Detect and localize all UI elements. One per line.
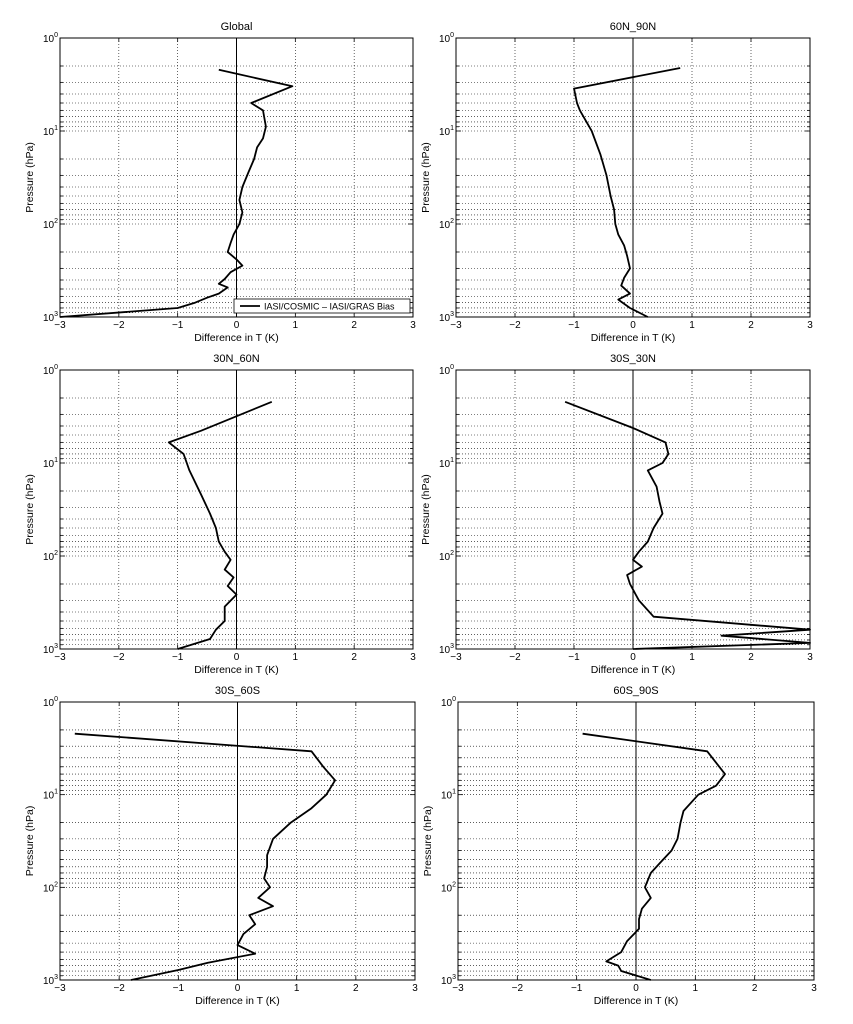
y-axis-label: Pressure (hPa)	[422, 805, 434, 877]
y-tick-label: $10^2$	[42, 218, 58, 231]
y-tick-label: $10^2$	[438, 550, 454, 563]
x-tick-label: −2	[113, 320, 125, 331]
x-tick-label: 3	[412, 983, 418, 994]
y-axis-label: Pressure (hPa)	[420, 474, 432, 545]
y-tick-label: $10^0$	[42, 32, 58, 45]
x-tick-label: 3	[410, 320, 416, 331]
x-tick-label: 0	[633, 983, 639, 994]
chart-panel-5	[24, 685, 418, 1007]
y-tick-label: $10^3$	[42, 311, 58, 324]
panel-title: 60S_90S	[613, 685, 659, 697]
x-tick-label: 2	[351, 320, 357, 331]
panel-title: 30N_60N	[213, 353, 260, 365]
panel-title: 60N_90N	[609, 21, 657, 33]
legend-entry: IASI/COSMIC – IASI/GRAS Bias	[264, 301, 395, 312]
chart-panel-4	[420, 353, 813, 676]
x-tick-label: 1	[689, 652, 695, 663]
y-tick-label: $10^1$	[42, 125, 58, 138]
y-tick-label: $10^0$	[440, 696, 456, 709]
x-tick-label: 2	[351, 652, 357, 663]
y-tick-label: $10^3$	[42, 643, 58, 656]
y-tick-label: $10^0$	[438, 364, 454, 377]
y-axis-label: Pressure (hPa)	[420, 142, 432, 213]
x-tick-label: −2	[113, 983, 125, 994]
x-tick-label: −1	[172, 983, 185, 994]
chart-panel-1	[24, 21, 416, 344]
x-tick-label: 2	[748, 652, 754, 663]
y-tick-label: $10^3$	[440, 974, 456, 987]
x-tick-label: −3	[452, 983, 464, 994]
panel-title: 30S_30N	[610, 353, 656, 365]
x-tick-label: 0	[630, 320, 636, 331]
y-tick-label: $10^3$	[438, 643, 454, 656]
x-tick-label: −2	[509, 320, 521, 331]
x-tick-label: 1	[692, 983, 699, 994]
x-axis-label: Difference in T (K)	[590, 332, 676, 344]
y-tick-label: $10^1$	[438, 125, 454, 138]
x-tick-label: −1	[570, 983, 583, 994]
panel-title: 30S_60S	[214, 685, 261, 697]
x-tick-label: 2	[748, 320, 754, 331]
y-tick-label: $10^1$	[42, 788, 58, 802]
y-tick-label: $10^2$	[440, 881, 456, 895]
x-tick-label: 1	[292, 320, 299, 331]
x-tick-label: 2	[353, 983, 359, 994]
x-tick-label: −1	[568, 652, 580, 663]
x-tick-label: 3	[811, 983, 817, 994]
chart-panel-3	[24, 353, 416, 676]
x-tick-label: 2	[751, 983, 758, 994]
x-axis-label: Difference in T (K)	[590, 664, 676, 676]
x-tick-label: 3	[807, 652, 813, 663]
x-tick-label: −1	[568, 320, 580, 331]
x-tick-label: −1	[171, 652, 184, 663]
legend	[234, 299, 410, 313]
y-tick-label: $10^2$	[42, 550, 58, 563]
y-tick-label: $10^0$	[42, 696, 58, 709]
panel-title: Global	[220, 21, 253, 33]
x-tick-label: 1	[293, 983, 300, 994]
x-tick-label: −3	[450, 320, 462, 331]
x-tick-label: 3	[410, 652, 416, 663]
x-tick-label: 0	[233, 320, 240, 331]
x-tick-label: −2	[511, 983, 524, 994]
y-tick-label: $10^3$	[438, 311, 454, 324]
x-tick-label: −3	[54, 983, 66, 994]
x-axis-label: Difference in T (K)	[194, 664, 279, 676]
x-axis-label: Difference in T (K)	[195, 995, 280, 1007]
y-tick-label: $10^1$	[438, 457, 454, 470]
y-tick-label: $10^2$	[438, 218, 454, 231]
x-tick-label: 1	[689, 320, 695, 331]
x-tick-label: 1	[292, 652, 299, 663]
y-tick-label: $10^1$	[42, 457, 58, 470]
y-axis-label: Pressure (hPa)	[24, 474, 36, 545]
y-axis-label: Pressure (hPa)	[24, 142, 36, 213]
y-tick-label: $10^0$	[438, 32, 454, 45]
x-tick-label: −1	[171, 320, 184, 331]
x-tick-label: 3	[807, 320, 813, 331]
y-tick-label: $10^1$	[440, 788, 456, 802]
x-tick-label: −2	[509, 652, 521, 663]
y-tick-label: $10^0$	[42, 364, 58, 377]
y-axis-label: Pressure (hPa)	[24, 805, 36, 877]
x-tick-label: 0	[233, 652, 240, 663]
x-axis-label: Difference in T (K)	[593, 995, 679, 1007]
x-tick-label: −3	[54, 652, 66, 663]
y-tick-label: $10^3$	[42, 974, 58, 987]
x-tick-label: −2	[113, 652, 125, 663]
x-tick-label: 0	[234, 983, 241, 994]
x-tick-label: −3	[54, 320, 66, 331]
chart-panel-2	[420, 21, 813, 344]
x-tick-label: 0	[630, 652, 636, 663]
x-axis-label: Difference in T (K)	[194, 332, 279, 344]
chart-panel-6	[422, 685, 817, 1007]
x-tick-label: −3	[450, 652, 462, 663]
y-tick-label: $10^2$	[42, 881, 58, 895]
